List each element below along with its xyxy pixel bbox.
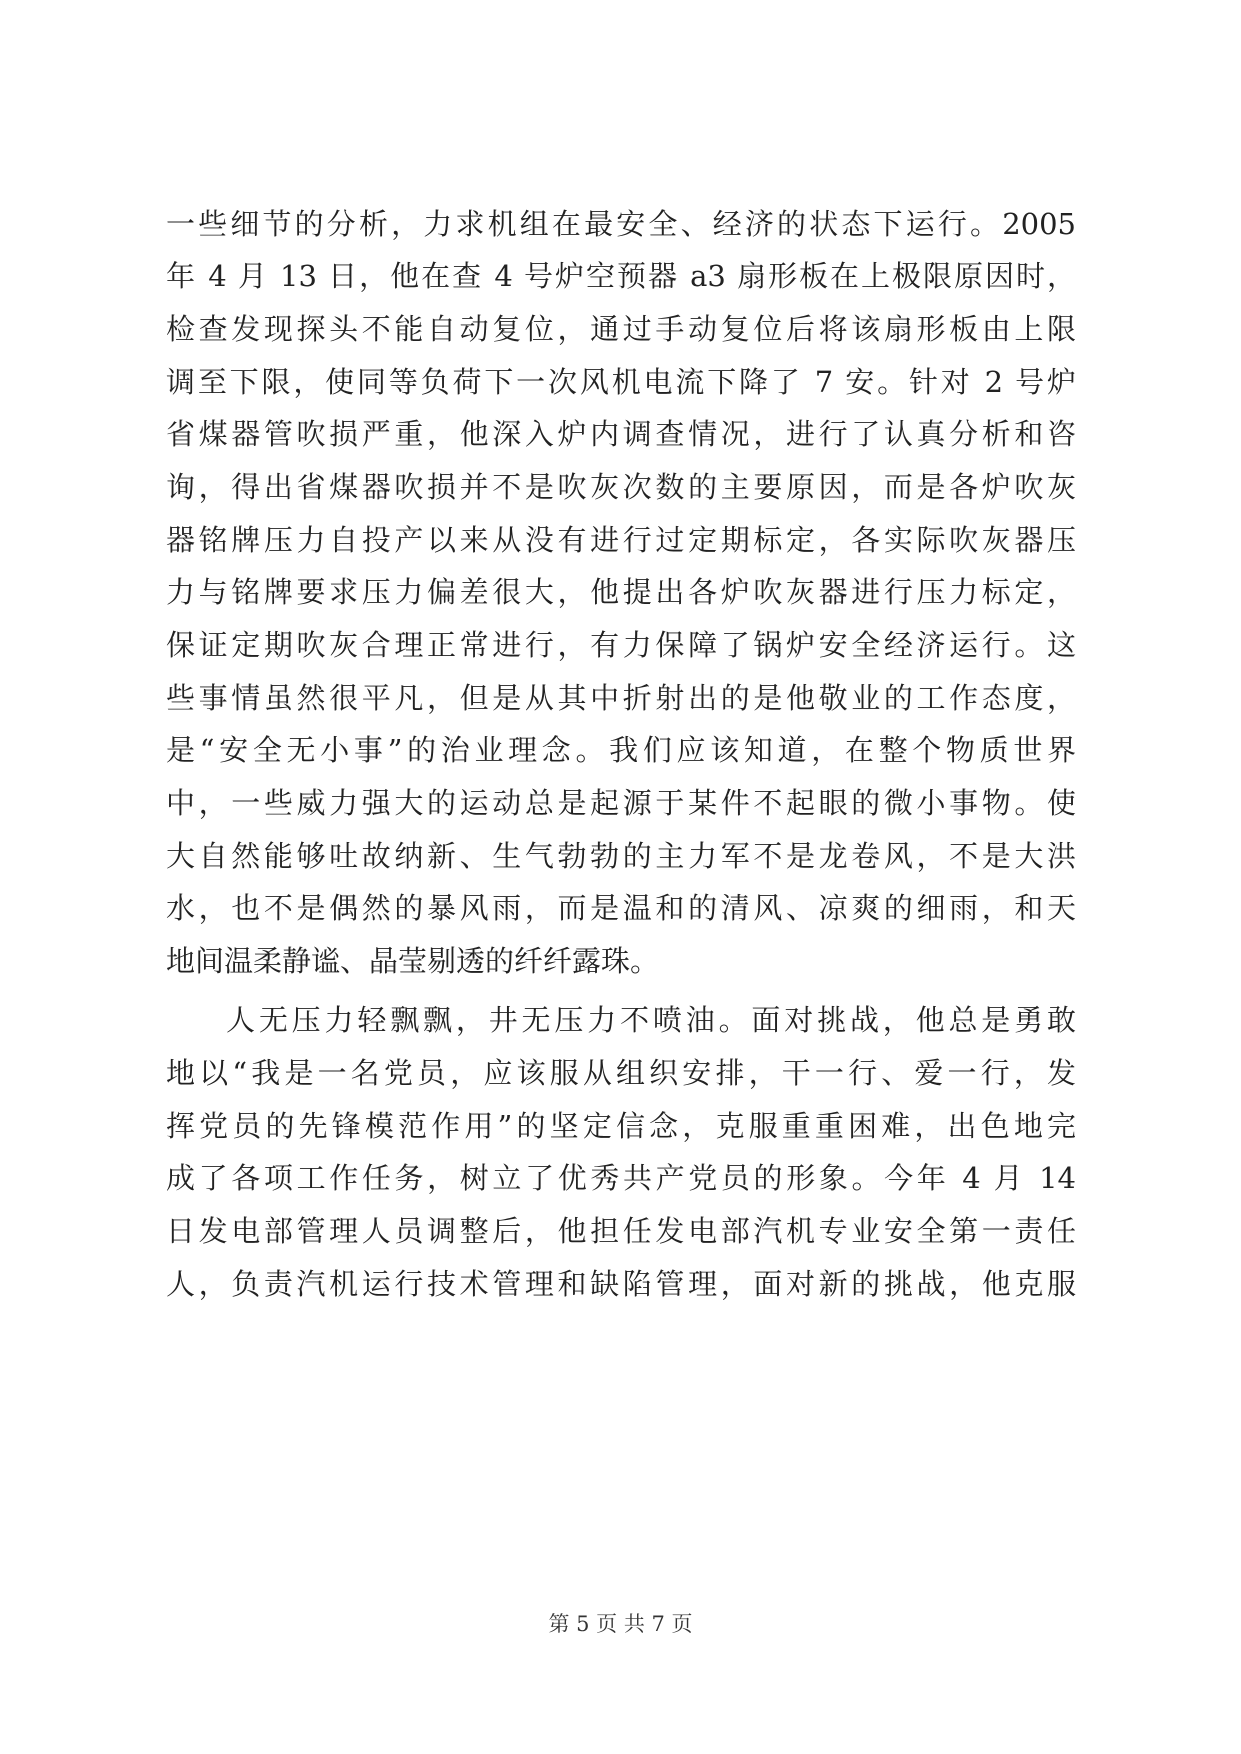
text-line: 询，得出省煤器吹损并不是吹灰次数的主要原因，而是各炉吹灰 <box>166 470 1076 504</box>
text-line: 些事情虽然很平凡，但是从其中折射出的是他敬业的工作态度， <box>166 681 1076 715</box>
text-line: 成了各项工作任务，树立了优秀共产党员的形象。今年 4 月 14 <box>166 1161 1076 1195</box>
text-line: 地以“我是一名党员，应该服从组织安排，干一行、爱一行，发 <box>166 1056 1076 1090</box>
text-line: 日发电部管理人员调整后，他担任发电部汽机专业安全第一责任 <box>166 1214 1076 1248</box>
text-line: 大自然能够吐故纳新、生气勃勃的主力军不是龙卷风，不是大洪 <box>166 839 1076 873</box>
page-number-footer: 第 5 页 共 7 页 <box>548 1612 693 1636</box>
text-line: 挥党员的先锋模范作用”的坚定信念，克服重重困难，出色地完 <box>166 1109 1076 1143</box>
text-line: 中，一些威力强大的运动总是起源于某件不起眼的微小事物。使 <box>166 786 1076 820</box>
text-line: 年 4 月 13 日，他在查 4 号炉空预器 a3 扇形板在上极限原因时， <box>166 259 1076 293</box>
text-line: 一些细节的分析，力求机组在最安全、经济的状态下运行。2005 <box>166 207 1076 241</box>
text-line: 是“安全无小事”的治业理念。我们应该知道，在整个物质世界 <box>166 733 1076 767</box>
text-line: 省煤器管吹损严重，他深入炉内调查情况，进行了认真分析和咨 <box>166 417 1076 451</box>
text-line: 水，也不是偶然的暴风雨，而是温和的清风、凉爽的细雨，和天 <box>166 891 1076 925</box>
text-line: 调至下限，使同等负荷下一次风机电流下降了 7 安。针对 2 号炉 <box>166 365 1076 399</box>
text-line: 检查发现探头不能自动复位，通过手动复位后将该扇形板由上限 <box>166 312 1076 346</box>
text-line: 力与铭牌要求压力偏差很大，他提出各炉吹灰器进行压力标定， <box>166 575 1076 609</box>
text-line: 器铭牌压力自投产以来从没有进行过定期标定，各实际吹灰器压 <box>166 523 1076 557</box>
text-line: 保证定期吹灰合理正常进行，有力保障了锅炉安全经济运行。这 <box>166 628 1076 662</box>
text-line: 人无压力轻飘飘，井无压力不喷油。面对挑战，他总是勇敢 <box>226 1003 1076 1037</box>
text-line: 人，负责汽机运行技术管理和缺陷管理，面对新的挑战，他克服 <box>166 1267 1076 1301</box>
text-line: 地间温柔静谧、晶莹剔透的纤纤露珠。 <box>166 944 660 978</box>
